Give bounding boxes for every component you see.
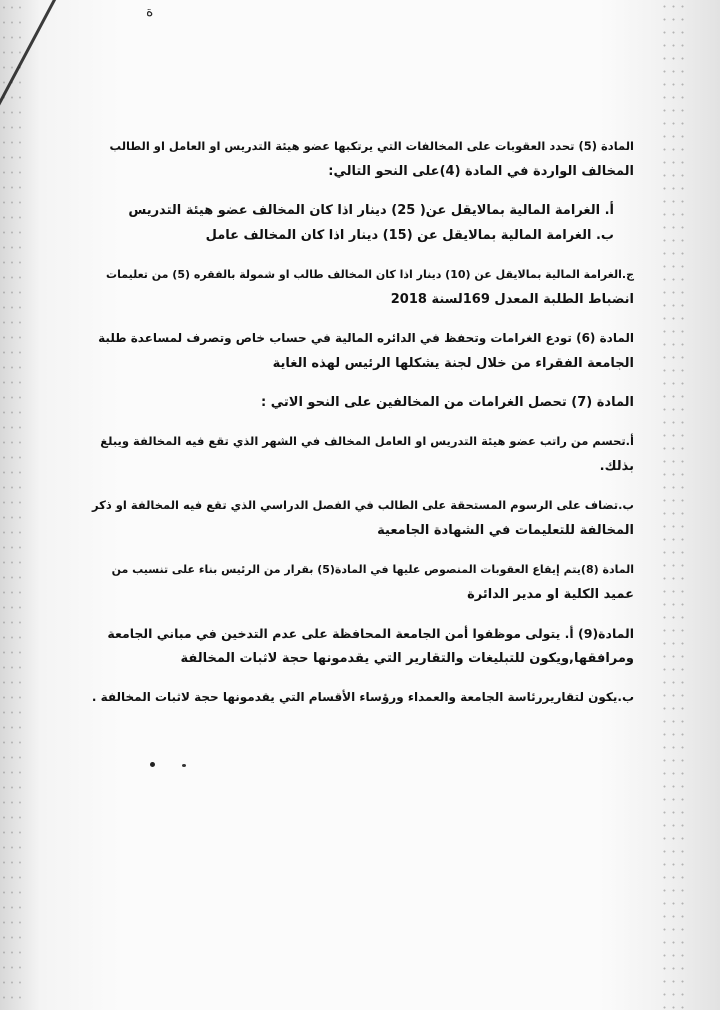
page-mark: ﺓ (146, 4, 154, 20)
text-line: ج.الغرامة المالية بمالايقل عن (10) دينار اذا كان المخالف طالب او شمولة بالفقره (5) من تعليمات (106, 268, 634, 281)
article-6 (92, 326, 634, 376)
text-line: أ. الغرامة المالية بمالايقل عن( 25) دينار اذا كان المخالف عضو هيئة التدريس (128, 203, 614, 218)
text-line: عميد الكلية او مدير الدائرة (467, 587, 634, 602)
text-line: بذلك. (599, 459, 634, 474)
article-7-item-a (92, 429, 634, 479)
text-line: ب.يكون لتقاريررئاسة الجامعة والعمداء ورؤساء الأقسام التي يقدمونها حجة لاثبات المخالفة . (91, 690, 634, 704)
scan-noise-left (0, 0, 26, 1010)
text-line: أ.تحسم من راتب عضو هيئة التدريس او العامل المخالف في الشهر الذي تقع فيه المخالفة ويبلغ (100, 434, 634, 448)
article-9-item-a (92, 621, 634, 671)
article-5-intro (92, 134, 634, 184)
article-7-item-b (92, 493, 634, 543)
text-line: انضباط الطلبة المعدل 169لسنة 2018 (390, 292, 634, 307)
text-line: ومرافقها,ويكون للتبليغات والتقارير التي يقدمونها حجة لاثبات المخالفة (180, 651, 634, 666)
text-line: المادة (6) تودع الغرامات وتحفظ في الدائره المالية في حساب خاص وتصرف لمساعدة طلبة (98, 331, 634, 345)
text-line: المادة (8)يتم إيقاع العقوبات المنصوص عليها في المادة(5) بقرار من الرئيس بناء على تنسيب من (111, 563, 634, 576)
text-line: ب. الغرامة المالية بمالايقل عن (15) دينار اذا كان المخالف عامل (205, 228, 614, 243)
text-line: ب.تضاف على الرسوم المستحقة على الطالب في الفصل الدراسي الذي تقع فيه المخالفة او ذكر (92, 498, 634, 512)
text-line: المخالف الواردة في المادة (4)على النحو التالي: (328, 164, 634, 179)
article-7 (92, 390, 634, 415)
article-5-item-c (92, 262, 634, 312)
document-body (92, 134, 634, 724)
text-line: الجامعة الفقراء من خلال لجنة يشكلها الرئيس لهذه الغاية (272, 356, 634, 371)
article-5-items-a-b (92, 198, 634, 248)
article-9-item-b (92, 685, 634, 710)
scan-noise-right (660, 0, 690, 1010)
text-line: المخالفة للتعليمات في الشهادة الجامعية (377, 523, 634, 538)
text-line: المادة(9) أ. يتولى موظفوا أمن الجامعة المحافظة على عدم التدخين في مباني الجامعة (107, 626, 634, 641)
ink-dot (150, 762, 155, 767)
article-8 (92, 557, 634, 607)
text-line: المادة (5) تحدد العقوبات على المخالفات التي يرتكبها عضو هيئة التدريس او العامل او الطالب (109, 139, 634, 153)
text-line: المادة (7) تحصل الغرامات من المخالفين على النحو الاتي : (261, 395, 634, 410)
ink-dot (182, 764, 186, 767)
